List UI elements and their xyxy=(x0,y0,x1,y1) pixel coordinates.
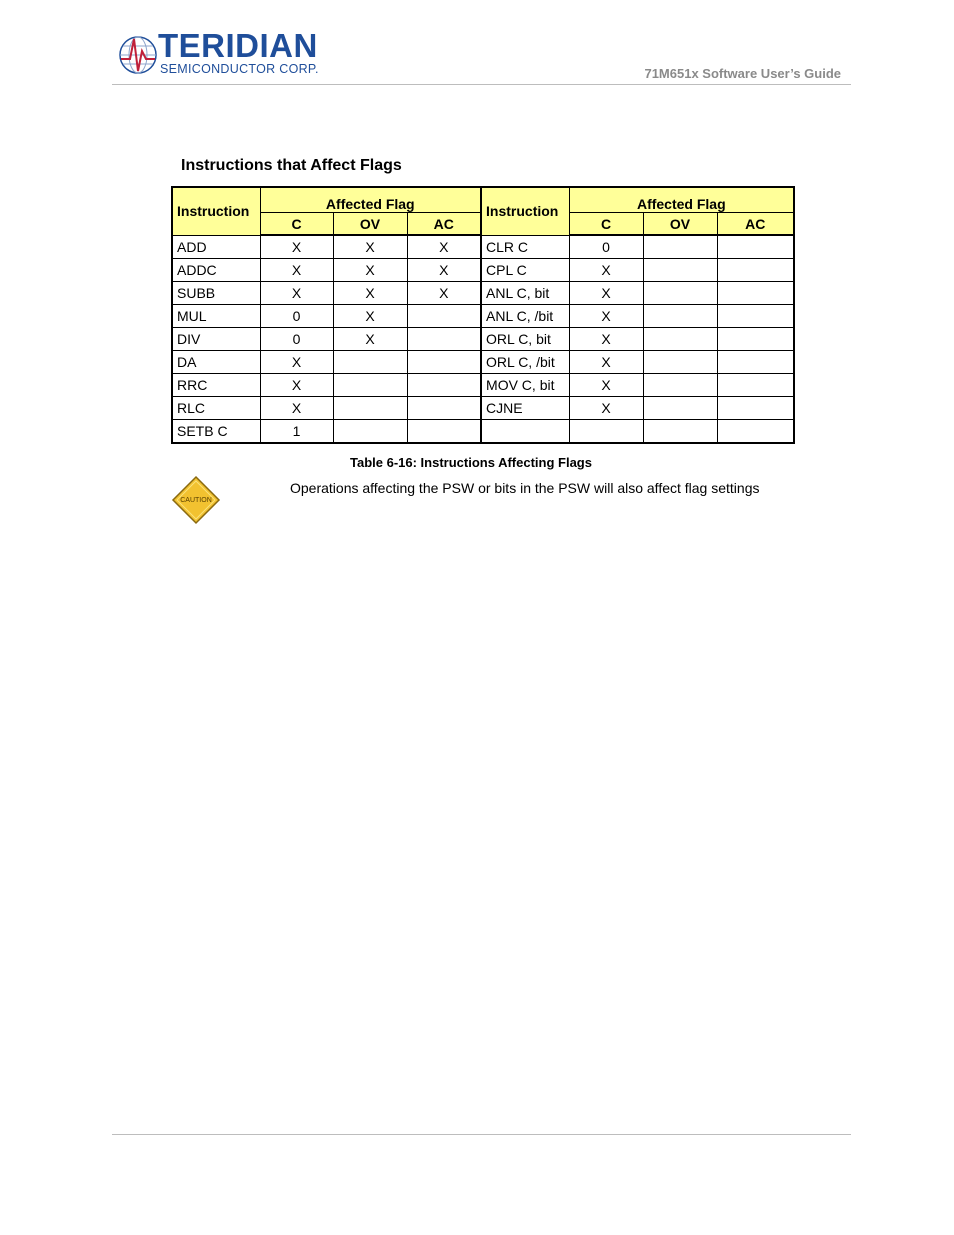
cell-c xyxy=(569,420,643,444)
logo-subtitle: SEMICONDUCTOR CORP. xyxy=(160,62,319,76)
cell-ov xyxy=(643,328,717,351)
flags-table-body xyxy=(172,235,794,443)
cell-ac xyxy=(717,420,794,444)
cell-c: X xyxy=(569,328,643,351)
cell-ac xyxy=(407,351,481,374)
cell-ov xyxy=(643,397,717,420)
cell-c: X xyxy=(569,351,643,374)
cell-ac xyxy=(407,397,481,420)
cell-instruction: DA xyxy=(172,351,260,374)
header-affected-flag-left: Affected Flag xyxy=(260,187,481,213)
cell-instruction: DIV xyxy=(172,328,260,351)
header-ac-right: AC xyxy=(717,213,794,236)
cell-ac xyxy=(717,259,794,282)
cell-c: X xyxy=(569,282,643,305)
cell-instruction: MOV C, bit xyxy=(481,374,569,397)
table-row xyxy=(172,420,794,444)
cell-instruction: RLC xyxy=(172,397,260,420)
cell-ac xyxy=(717,397,794,420)
cell-c: 1 xyxy=(260,420,333,444)
flags-table xyxy=(171,186,795,444)
cell-instruction: SUBB xyxy=(172,282,260,305)
header-ac-left: AC xyxy=(407,213,481,236)
cell-instruction: ANL C, bit xyxy=(481,282,569,305)
cell-ov xyxy=(643,420,717,444)
table-row xyxy=(172,235,794,259)
cell-ov: X xyxy=(333,259,407,282)
logo-name: TERIDIAN xyxy=(158,27,318,64)
cell-instruction: CLR C xyxy=(481,235,569,259)
caution-icon-label: CAUTION xyxy=(180,497,212,504)
cell-c: X xyxy=(260,235,333,259)
cell-ac: X xyxy=(407,282,481,305)
cell-ov xyxy=(643,282,717,305)
table-caption: Table 6-16: Instructions Affecting Flags xyxy=(350,455,592,470)
cell-c: 0 xyxy=(260,305,333,328)
cell-c: X xyxy=(260,259,333,282)
cell-ac xyxy=(407,420,481,444)
cell-c: X xyxy=(260,282,333,305)
footer-rule xyxy=(112,1134,851,1135)
table-row xyxy=(172,259,794,282)
header-instruction-left: Instruction xyxy=(172,187,260,235)
cell-ov xyxy=(333,374,407,397)
cell-ac xyxy=(717,235,794,259)
cell-c: X xyxy=(260,351,333,374)
cell-ac xyxy=(407,374,481,397)
cell-ac: X xyxy=(407,235,481,259)
cell-ov xyxy=(333,420,407,444)
cell-c: X xyxy=(260,397,333,420)
section-heading: Instructions that Affect Flags xyxy=(181,157,402,174)
cell-instruction: CJNE xyxy=(481,397,569,420)
table-row xyxy=(172,351,794,374)
teridian-logo xyxy=(118,27,319,77)
table-row xyxy=(172,374,794,397)
cell-c: 0 xyxy=(260,328,333,351)
header-c-left: C xyxy=(260,213,333,236)
cell-ov xyxy=(333,397,407,420)
cell-c: 0 xyxy=(569,235,643,259)
header-ov-right: OV xyxy=(643,213,717,236)
cell-instruction: SETB C xyxy=(172,420,260,444)
cell-instruction: ORL C, /bit xyxy=(481,351,569,374)
header-ov-left: OV xyxy=(333,213,407,236)
document-title: 71M651x Software User’s Guide xyxy=(644,66,841,81)
cell-ac xyxy=(717,282,794,305)
table-row xyxy=(172,305,794,328)
table-row xyxy=(172,397,794,420)
cell-c: X xyxy=(569,374,643,397)
table-row xyxy=(172,282,794,305)
cell-ac xyxy=(717,374,794,397)
cell-instruction: RRC xyxy=(172,374,260,397)
cell-ov xyxy=(643,305,717,328)
header-affected-flag-right: Affected Flag xyxy=(569,187,794,213)
cell-ac xyxy=(717,328,794,351)
cell-instruction: ADD xyxy=(172,235,260,259)
cell-instruction: ANL C, /bit xyxy=(481,305,569,328)
cell-ov: X xyxy=(333,235,407,259)
cell-ac xyxy=(717,351,794,374)
cell-ov xyxy=(643,235,717,259)
cell-c: X xyxy=(260,374,333,397)
cell-ov: X xyxy=(333,282,407,305)
header-c-right: C xyxy=(569,213,643,236)
cell-ac xyxy=(407,305,481,328)
cell-c: X xyxy=(569,259,643,282)
caution-sign-icon xyxy=(171,475,221,525)
cell-ac: X xyxy=(407,259,481,282)
header-instruction-right: Instruction xyxy=(481,187,569,235)
globe-logo-icon xyxy=(118,33,158,77)
cell-ov xyxy=(333,351,407,374)
cell-instruction: ORL C, bit xyxy=(481,328,569,351)
cell-instruction xyxy=(481,420,569,444)
header-rule xyxy=(112,84,851,85)
cell-ov xyxy=(643,259,717,282)
cell-ac xyxy=(407,328,481,351)
cell-ov xyxy=(643,374,717,397)
cell-ov xyxy=(643,351,717,374)
cell-c: X xyxy=(569,397,643,420)
cell-instruction: MUL xyxy=(172,305,260,328)
cell-ov: X xyxy=(333,305,407,328)
table-row xyxy=(172,328,794,351)
cell-ac xyxy=(717,305,794,328)
caution-text: Operations affecting the PSW or bits in the PSW will also affect flag settings xyxy=(290,480,760,496)
cell-instruction: ADDC xyxy=(172,259,260,282)
cell-c: X xyxy=(569,305,643,328)
cell-instruction: CPL C xyxy=(481,259,569,282)
cell-ov: X xyxy=(333,328,407,351)
